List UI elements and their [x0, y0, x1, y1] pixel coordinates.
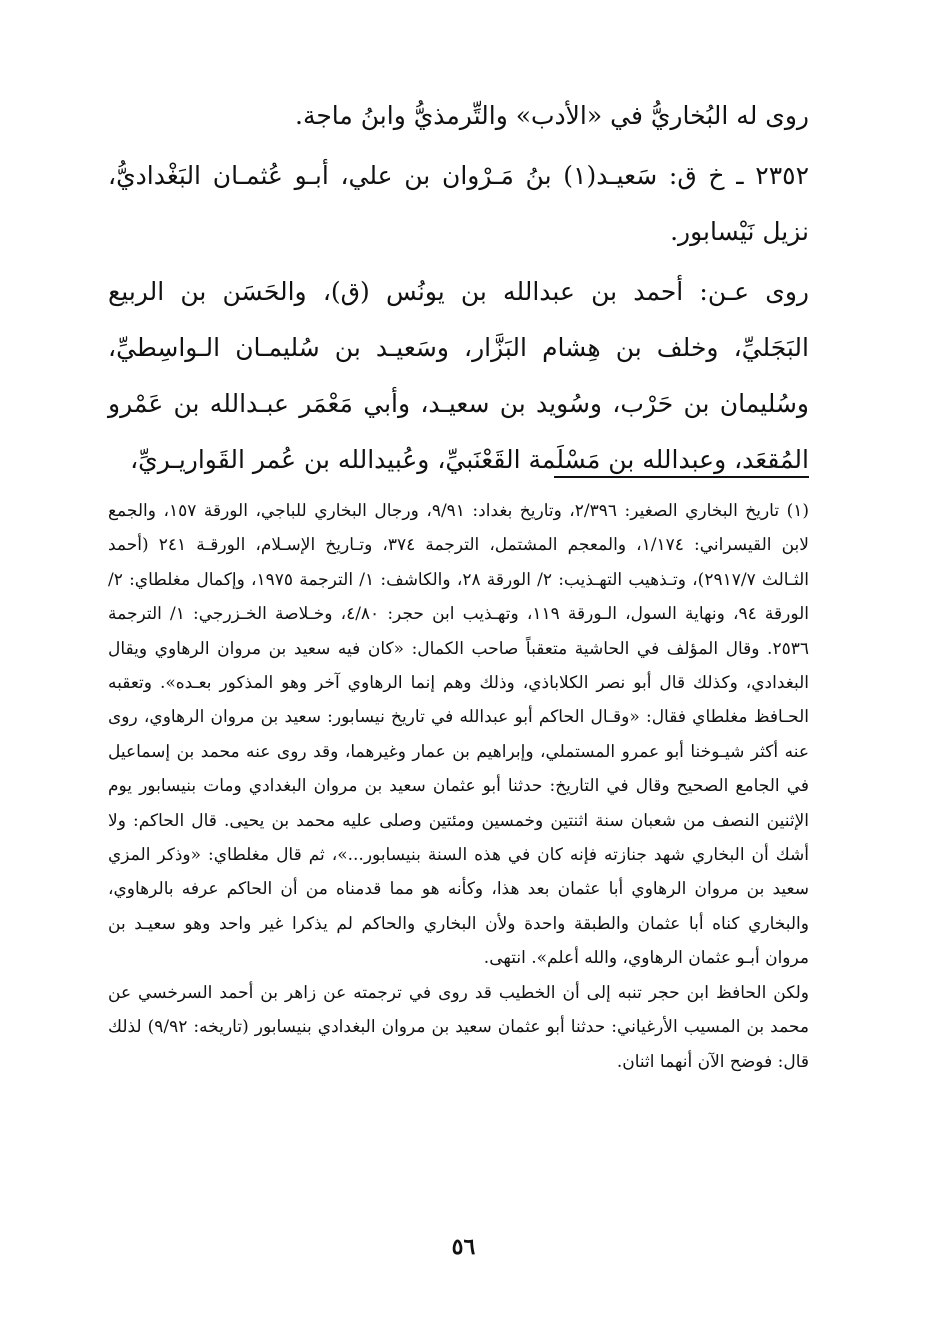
footnote-paragraph-2: ولكن الحافظ ابن حجر تنبه إلى أن الخطيب قد روى في ترجمته عن زاهر بن أحمد السرخسي عن محمد بن المسيب الأرغياني: حدثنا أبو عثمان سعيد بن مروان البغدادي بنيسابور (تاريخه: ٩/٩٢) لذلك قال: فوضح الآن أنهما اثنان.	[108, 982, 809, 1072]
footnotes	[108, 494, 809, 1079]
main-text	[108, 88, 809, 492]
intro-line: روى له البُخاريُّ في «الأدب» والتِّرمذيُّ وابنُ ماجة.	[295, 101, 809, 130]
footnote-divider	[554, 476, 809, 478]
footnote-paragraph-1: (١) تاريخ البخاري الصغير: ٢/٣٩٦، وتاريخ بغداد: ٩/٩١، ورجال البخاري للباجي، الورقة ١٥٧، والجمع لابن القيسراني: ١/١٧٤، والمعجم المشتمل، الترجمة ٣٧٤، وتـاريخ الإسـلام، الورقـة ٢٤١ (أحمد الثـالث ٢٩١٧/٧)، وتـذهيب التهـذيب: ٢/ الورقة ٢٨، والكاشف: ١/ الترجمة ١٩٧٥، وإكمال مغلطاي: ٢/ الورقة ٩٤، ونهاية السول، الـورقة ١١٩، وتهـذيب ابن حجر: ٤/٨٠، وخـلاصة الخـزرجي: ١/ الترجمة ٢٥٣٦. وقال المؤلف في الحاشية متعقباً صاحب الكمال: «كان فيه سعيد بن مروان الرهاوي ويقال البغدادي، وكذلك قال أبو نصر الكلاباذي، وذلك وهم إنما الرهاوي آخر وهو المذكور بعـده». وتعقبه الحـافظ مغلطاي فقال: «وقـال الحاكم أبو عبدالله في تاريخ نيسابور: سعيد بن مروان الرهاوي، روى عنه أكثر شيـوخنا أبو عمرو المستملي، وإبراهيم بن عمار وغيرهما، وقد روى عنه محمد بن إسماعيل في الجامع الصحيح وقال في التاريخ: حدثنا أبو عثمان سعيد بن مروان البغدادي ومات بنيسابور يوم الإثنين النصف من شعبان سنة اثنتين وخمسين ومئتين وصلى عليه محمد بن يحيى. قال الحاكم: ولا أشك أن البخاري شهد جنازته فإنه كان في هذه السنة بنيسابور...»، ثم قال مغلطاي: «وذكر المزي سعيد بن مروان الرهاوي أبا عثمان بعد هذا، وكأنه هو مما قدمناه من أن الحاكم عرفه بالرهاوي، والبخاري كناه أبا عثمان والطبقة واحدة ولأن البخاري والحاكم لم يذكرا غير واحد وهو سعيـد بن مروان أبـو عثمان الرهاوي، والله أعلم». انتهى.	[108, 501, 809, 969]
narrators-paragraph: روى عـن: أحمد بن عبدالله بن يونُس (ق)، والحَسَن بن الربيع البَجَليِّ، وخلف بن هِشام البَزَّار، وسَعيـد بن سُليمـان الـواسِطيِّ، وسُليمان بن حَرْب، وسُويد بن سعيـد، وأبي مَعْمَر عبـدالله بن عَمْرو المُقعَد، وعبدالله بن مَسْلَمة القَعْنَبيِّ، وعُبيدالله بن عُمر القَواريـريِّ،	[108, 277, 809, 474]
biography-entry-heading: ٢٣٥٢ ـ خ ق: سَعيـد(١) بنُ مَـرْوان بن علي، أبـو عُثمـان البَغْداديُّ، نزيل نَيْسابور.	[108, 161, 809, 246]
page-number: ٥٦	[451, 1234, 476, 1260]
